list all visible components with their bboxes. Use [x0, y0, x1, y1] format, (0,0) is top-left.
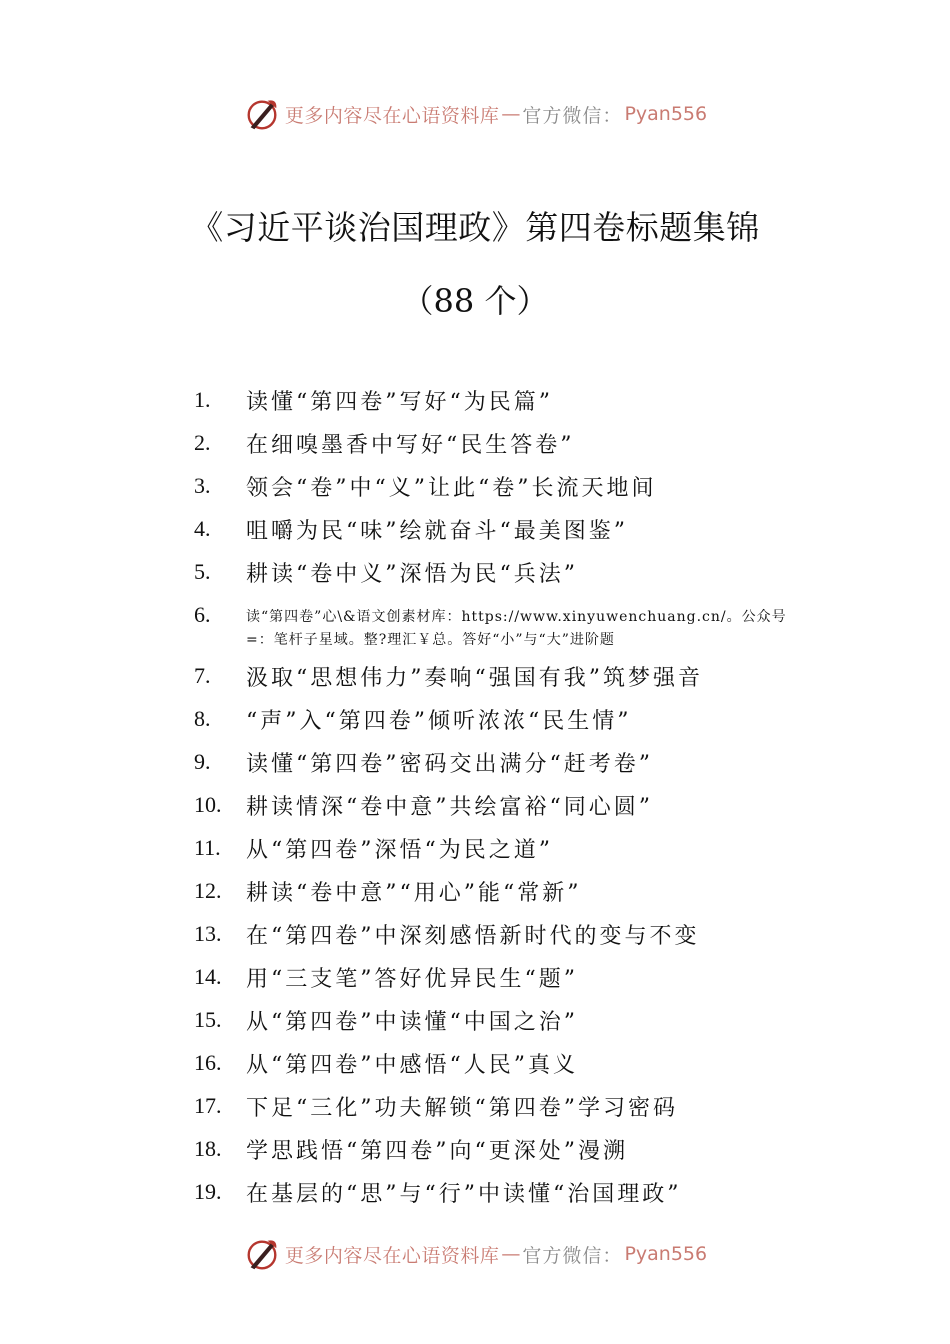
item-text: 咀嚼为民“味”绘就奋斗“最美图鉴”	[246, 519, 628, 544]
list-item	[0, 469, 950, 512]
item-number: 14.	[194, 964, 222, 989]
item-number: 5.	[194, 559, 211, 584]
banner-wechat-label: 官方微信：	[522, 104, 623, 127]
list-item	[0, 598, 950, 659]
item-text: 下足“三化”功夫解锁“第四卷”学习密码	[246, 1096, 678, 1121]
item-number: 3.	[194, 473, 211, 498]
list-item	[0, 874, 950, 917]
item-text: 在细嗅墨香中写好“民生答卷”	[246, 433, 575, 458]
list-item	[0, 1132, 950, 1175]
item-number: 4.	[194, 516, 211, 541]
item-number: 18.	[194, 1136, 222, 1161]
item-text: 从“第四卷”深悟“为民之道”	[246, 838, 553, 863]
item-text: 读懂“第四卷”写好“为民篇”	[246, 390, 553, 415]
item-text: 在“第四卷”中深刻感悟新时代的变与不变	[246, 924, 700, 949]
item-text: 汲取“思想伟力”奏响“强国有我”筑梦强音	[246, 666, 703, 691]
list-item	[0, 745, 950, 788]
list-item	[0, 960, 950, 1003]
item-number: 11.	[194, 835, 221, 860]
item-number: 15.	[194, 1007, 222, 1032]
list-item	[0, 1003, 950, 1046]
document-subtitle: （88 个）	[401, 282, 549, 320]
item-number: 19.	[194, 1179, 222, 1204]
banner-dash: —	[501, 1243, 521, 1265]
item-text: “声”入“第四卷”倾听浓浓“民生情”	[246, 709, 632, 734]
list-item	[0, 426, 950, 469]
list-item	[0, 917, 950, 960]
title-list	[0, 383, 950, 1218]
item-text: 领会“卷”中“义”让此“卷”长流天地间	[246, 476, 657, 501]
item-number: 2.	[194, 430, 211, 455]
item-text: 用“三支笔”答好优异民生“题”	[246, 967, 578, 992]
list-item	[0, 702, 950, 745]
item-text: 读“第四卷”心\&语文创素材库：https://www.xinyuwenchuang.cn/。公众号=：笔杆子星域。整?理汇￥总。答好“小”与“大”进阶题	[246, 609, 787, 648]
banner-wechat-id: Pyan556	[624, 1243, 708, 1265]
quill-logo-icon	[243, 95, 281, 133]
list-item	[0, 788, 950, 831]
list-item	[0, 1175, 950, 1218]
item-number: 13.	[194, 921, 222, 946]
item-text: 从“第四卷”中读懂“中国之治”	[246, 1010, 578, 1035]
list-item	[0, 831, 950, 874]
item-number: 16.	[194, 1050, 222, 1075]
list-item	[0, 1089, 950, 1132]
item-number: 1.	[194, 387, 211, 412]
item-number: 8.	[194, 706, 211, 731]
item-number: 12.	[194, 878, 222, 903]
item-text: 耕读“卷中意”“用心”能“常新”	[246, 881, 582, 906]
item-text: 耕读“卷中义”深悟为民“兵法”	[246, 562, 578, 587]
item-number: 7.	[194, 663, 211, 688]
document-title: 《习近平谈治国理政》第四卷标题集锦	[190, 208, 760, 247]
item-text: 耕读情深“卷中意”共绘富裕“同心圆”	[246, 795, 653, 820]
list-item	[0, 383, 950, 426]
banner-wechat-id: Pyan556	[624, 103, 708, 125]
banner-dash: —	[501, 103, 521, 125]
banner-wechat-label: 官方微信：	[522, 1244, 623, 1267]
item-text: 读懂“第四卷”密码交出满分“赶考卷”	[246, 752, 653, 777]
item-text: 在基层的“思”与“行”中读懂“治国理政”	[246, 1182, 682, 1207]
item-number: 9.	[194, 749, 211, 774]
banner-promo-text: 更多内容尽在心语资料库	[284, 1244, 500, 1267]
header-watermark-banner	[0, 94, 950, 134]
list-item	[0, 659, 950, 702]
list-item	[0, 512, 950, 555]
quill-logo-icon	[243, 1235, 281, 1273]
footer-watermark-banner	[0, 1234, 950, 1274]
item-text: 从“第四卷”中感悟“人民”真义	[246, 1053, 578, 1078]
item-number: 17.	[194, 1093, 222, 1118]
banner-promo-text: 更多内容尽在心语资料库	[284, 104, 500, 127]
list-item	[0, 555, 950, 598]
item-number: 10.	[194, 792, 222, 817]
item-text: 学思践悟“第四卷”向“更深处”漫溯	[246, 1139, 628, 1164]
item-number: 6.	[194, 602, 211, 627]
list-item	[0, 1046, 950, 1089]
